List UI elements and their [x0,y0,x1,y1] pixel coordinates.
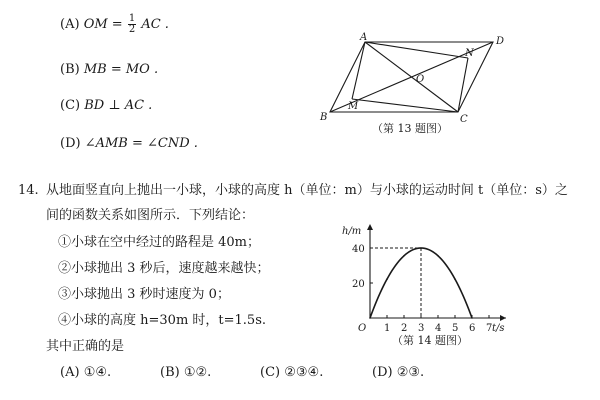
option-label: (A) [60,365,80,380]
point-label-n: N [465,48,474,59]
option-label: (D) [372,365,393,380]
option-label: (A) [60,17,80,32]
q13-option-c [60,98,152,114]
x-tick-label: 1 [384,323,391,334]
x-tick-label: 4 [435,323,442,334]
option-text: ∠AMB = ∠CND . [84,136,198,151]
chart-plot-area [352,244,492,334]
q14-statement-3: ③小球抛出 3 秒时速度为 0； [58,287,230,302]
y-tick-label: 20 [352,279,365,290]
option-label: (B) [160,365,180,380]
q14-option-b [160,365,211,381]
fraction [128,14,136,35]
q14-statement-1: ①小球在空中经过的路程是 40m； [58,235,261,250]
option-text: ②③④. [284,365,324,380]
option-text: ②③. [396,365,425,380]
x-tick-label: 3 [418,323,425,334]
q14-figure-caption: （第 14 题图） [392,334,468,347]
fraction-denominator: 2 [128,24,136,35]
y-tick-label: 40 [352,244,365,255]
segment-am [352,42,365,99]
q13-option-d [60,136,198,152]
fraction-numerator: 1 [128,13,136,24]
option-text: BD ⊥ AC . [84,98,153,113]
option-label: (B) [60,62,80,77]
data-point [437,255,439,257]
q13-figure-caption: （第 13 题图） [372,122,448,135]
q14-statement-2: ②小球抛出 3 秒后，速度越来越快； [58,261,270,276]
q14-option-a [60,365,111,381]
q14-chart [340,218,515,338]
data-point [471,317,473,319]
q14-stem-line1: 从地面竖直向上抛出一小球，小球的高度 h（单位：m）与小球的运动时间 t（单位：s）之 [46,183,568,198]
point-label-c: C [460,114,468,125]
point-label-a: A [360,32,368,43]
q14-number: 14. [18,183,39,198]
x-tick-label: 7 [486,323,493,334]
q13-option-a [60,14,169,35]
option-label: (C) [260,365,281,380]
q14-option-d [372,365,424,381]
option-text: ①④. [83,365,112,380]
q14-conclusion: 其中正确的是 [46,339,125,354]
option-text: MB = MO . [83,62,159,77]
point-label-b: B [320,112,328,123]
x-tick-label: 2 [401,323,408,334]
q13-option-b [60,62,158,78]
data-point [386,278,388,280]
option-text: AC . [141,17,169,32]
segment-an [365,42,468,58]
data-point [369,317,371,319]
point-label-d: D [496,36,505,47]
y-axis-arrow-icon [367,224,373,230]
option-label: (C) [60,98,81,113]
point-label-m: M [348,101,359,112]
option-text: ①②. [183,365,212,380]
data-point [403,255,405,257]
option-text: OM = [83,17,123,32]
segment-mc [352,99,458,112]
y-axis-label: h/m [342,226,362,237]
point-label-o: O [416,74,425,85]
option-label: (D) [60,136,81,151]
q14-stem-line2: 间的函数关系如图所示．下列结论： [46,208,255,223]
q14-option-c [260,365,323,381]
data-point [454,278,456,280]
x-tick-label: 5 [452,323,459,334]
segment-nc [458,58,468,112]
x-axis-label: t/s [492,323,505,334]
q14-statement-4: ④小球的高度 h=30m 时，t=1.5s. [58,313,266,328]
x-tick-label: 6 [469,323,476,334]
x-axis-arrow-icon [500,315,506,321]
x-tick-label: O [358,323,367,334]
